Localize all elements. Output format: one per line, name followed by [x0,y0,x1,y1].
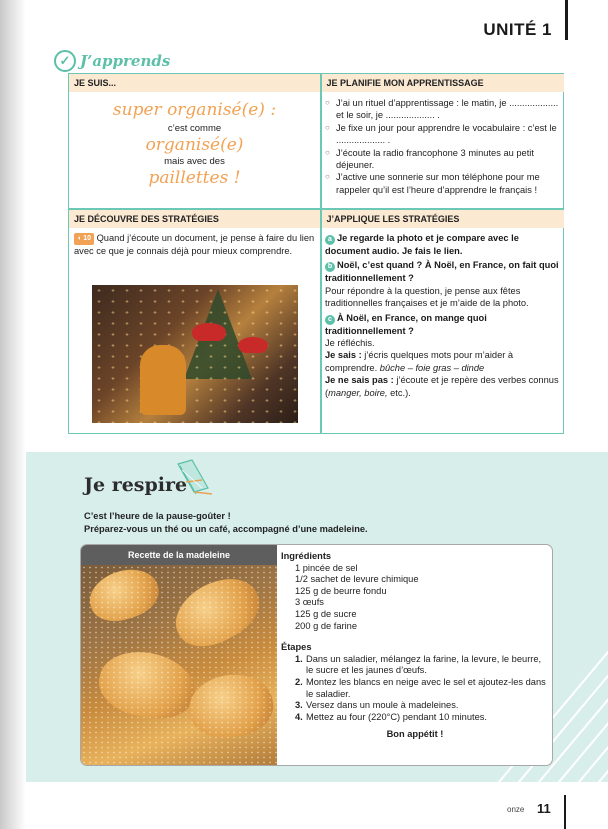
santa-hat-2 [238,337,268,353]
plan-item: ○ Je fixe un jour pour apprendre le vocabulaire : c’est le ................... . [325,122,561,147]
applique-c-answer: Je réfléchis. [325,338,375,349]
page-gutter-shadow [0,0,26,829]
suis-line-4: mais avec des [164,156,225,167]
cell-head-je-suis: JE SUIS... [69,74,320,92]
ingredient-item: 3 œufs [295,597,324,608]
ingredient-item: 1 pincée de sel [295,562,358,573]
cell-head-planifie: JE PLANIFIE MON APPRENTISSAGE [322,74,564,92]
decouvre-paragraph: Quand j’écoute un document, je pense à faire du lien avec ce que je connais déjà pour mieux comprendre. [74,233,315,257]
strategy-grid [68,73,564,434]
applique-c: c À Noël, en France, on mange quoi traditionnellement ? [325,312,487,336]
plan-item: ○ J’active une sonnerie sur mon téléphone pour me rappeler qu’il est l’heure d’apprendre le français ! [325,171,561,196]
step-item: 1. Dans un saladier, mélangez la farine, la levure, le beurre, le sucre et les jaunes d’œufs. [295,653,542,676]
applique-b-answer: Pour répondre à la question, je pense aux fêtes traditionnelles françaises et je m’aide de la photo. [325,285,529,309]
step-item: 2. Montez les blancs en neige avec le sel et ajoutez-les dans le saladier. [295,676,546,699]
audio-track-badge[interactable]: ◖ 10 [74,233,94,245]
check-icon: ✓ [54,50,76,72]
unit-bar [565,0,568,40]
intro-line-1: C’est l’heure de la pause-goûter ! [84,511,231,521]
recipe-text [281,551,549,741]
madeleine-photo [81,565,277,766]
ingredient-item: 125 g de sucre [295,608,357,619]
page-number-word: onze [507,805,525,814]
plan-item: ○ J’écoute la radio francophone 3 minutes au petit déjeuner. [325,147,561,172]
suis-line-2: c’est comme [167,123,222,134]
ingredients-title: Ingrédients [281,551,332,561]
steps-title: Étapes [281,642,312,653]
ingredient-item: 1/2 sachet de levure chimique [295,574,419,585]
powdered-sugar [81,565,277,766]
label-c-icon: c [325,315,335,325]
recipe-card-title: Recette de la madeleine [81,545,277,565]
recipe-card [80,544,553,766]
closing-text: Bon appétit ! [386,729,444,740]
intro-line-2: Préparez-vous un thé ou un café, accompagné d’une madeleine. [84,524,368,534]
step-item: 4. Mettez au four (220°C) pendant 10 minutes. [295,711,487,722]
ingredient-item: 200 g de farine [295,620,358,631]
suis-line-5: paillettes ! [148,168,241,188]
ingredients-list [281,563,549,633]
applique-content [325,232,561,399]
plan-list [325,97,561,196]
deck-chair-icon [172,458,216,498]
santa-hat-1 [192,323,226,341]
respire-title: Je respire [84,474,188,496]
suis-line-1: super organisé(e) : [112,100,277,120]
suis-line-3: organisé(e) [145,135,244,155]
applique-a: a Je regarde la photo et je compare avec le document audio. Je fais le lien. [325,233,519,256]
respire-intro [84,510,368,536]
section-japprends-header [54,50,170,72]
fairy-lights [92,285,298,423]
page-number: 11 [537,801,551,816]
cell-head-decouvre: JE DÉCOUVRE DES STRATÉGIES [69,210,320,228]
footer-bar [564,795,566,829]
christmas-family-photo [92,285,298,423]
label-b-icon: b [325,262,335,272]
plan-item: ○ J’ai un rituel d’apprentissage : le matin, je ................... et le soir, je ................... . [325,97,561,122]
cell-head-applique: J’APPLIQUE LES STRATÉGIES [322,210,564,228]
applique-sais: Je sais : j’écris quelques mots pour m’aider à comprendre. bûche – foie gras – dinde [325,350,514,373]
steps-list [281,654,549,724]
ingredient-item: 125 g de beurre fondu [295,585,387,596]
unit-title: UNITÉ 1 [483,20,552,39]
applique-b: b Noël, c’est quand ? À Noël, en France, on fait quoi traditionnellement ? [325,260,559,284]
applique-nesais: Je ne sais pas : j’écoute et je repère des verbes connus (manger, boire, etc.). [325,375,559,398]
step-item: 3. Versez dans un moule à madeleines. [295,700,459,711]
label-a-icon: a [325,235,335,245]
decouvre-text [74,232,316,258]
child-figure [140,345,186,415]
section-japprends-title: J’apprends [80,52,171,70]
je-suis-content [69,96,320,188]
grid-divider-vertical [320,74,322,433]
